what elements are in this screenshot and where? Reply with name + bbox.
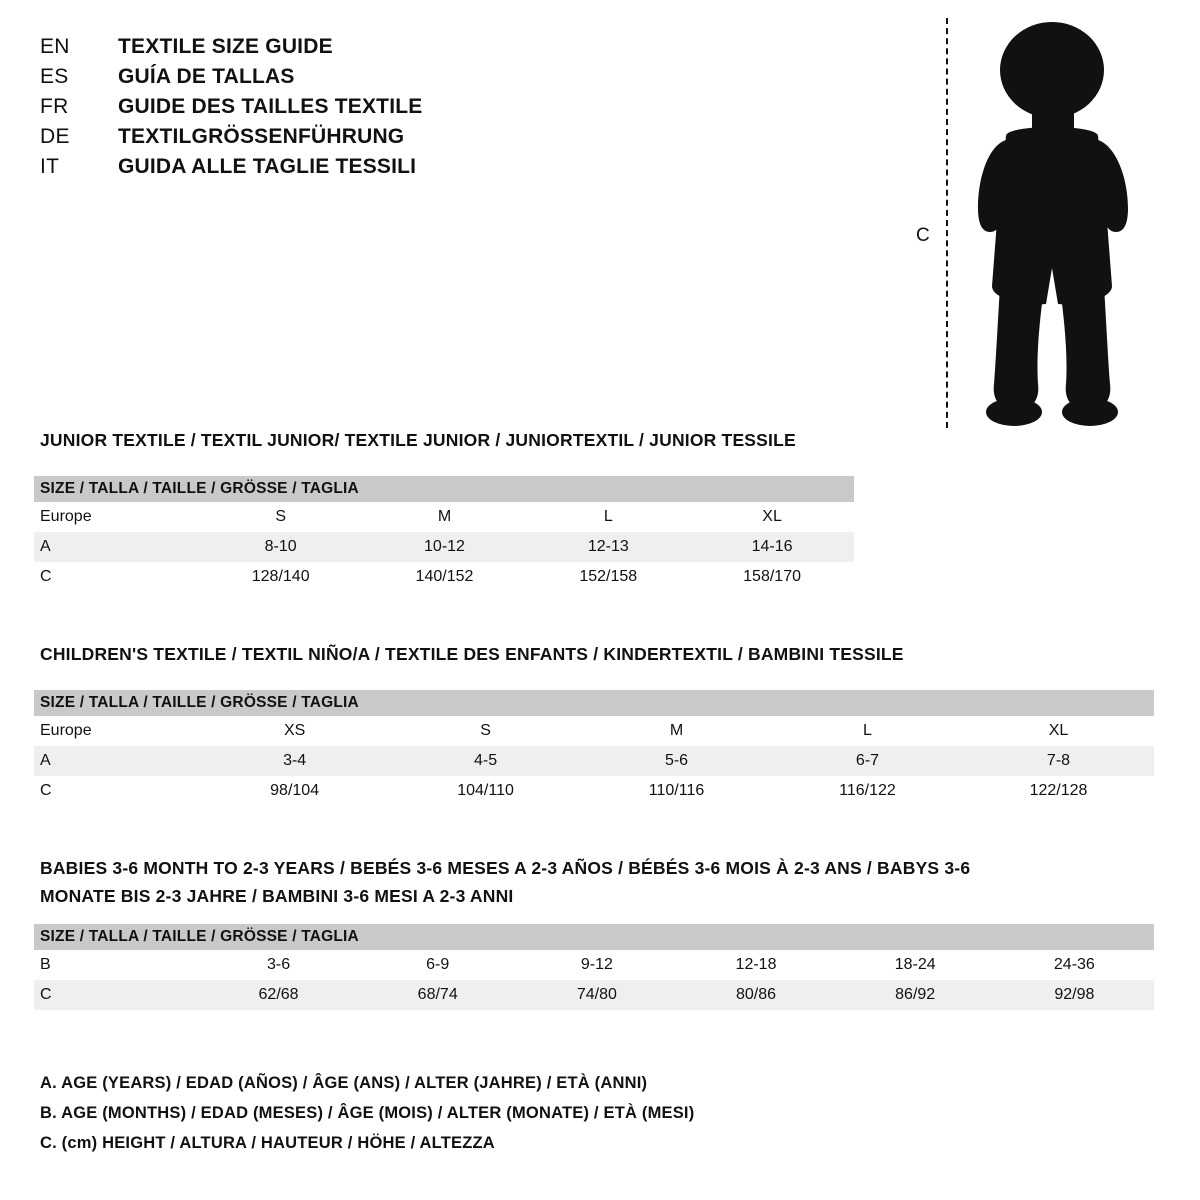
legend-line-c: C. (cm) HEIGHT / ALTURA / HAUTEUR / HÖHE / ALTEZZA (40, 1134, 495, 1152)
table-header-band (34, 476, 854, 502)
table-row (34, 502, 854, 532)
cell-value: 140/152 (363, 562, 527, 592)
cell-value: 74/80 (517, 980, 676, 1010)
cell-value: XS (199, 716, 390, 746)
language-title-block (40, 32, 600, 182)
language-title: GUIDA ALLE TAGLIE TESSILI (118, 155, 417, 178)
cell-value: M (363, 502, 527, 532)
cell-value: 12-18 (676, 950, 835, 980)
language-title: GUÍA DE TALLAS (118, 65, 295, 88)
table-band-label: SIZE / TALLA / TAILLE / GRÖSSE / TAGLIA (34, 476, 854, 502)
table-band-label: SIZE / TALLA / TAILLE / GRÖSSE / TAGLIA (34, 690, 1154, 716)
row-label: Europe (34, 716, 199, 746)
language-code: DE (40, 125, 70, 148)
table-children (34, 690, 1154, 806)
legend-block (40, 1068, 1140, 1158)
cell-value: L (772, 716, 963, 746)
cell-value: 152/158 (526, 562, 690, 592)
legend-line-b: B. AGE (MONTHS) / EDAD (MESES) / ÂGE (MOIS) / ALTER (MONATE) / ETÀ (MESI) (40, 1104, 695, 1122)
cell-value: 6-9 (358, 950, 517, 980)
row-label: C (34, 562, 199, 592)
cell-value: 158/170 (690, 562, 854, 592)
cell-value: 6-7 (772, 746, 963, 776)
language-row (40, 152, 600, 182)
language-row (40, 62, 600, 92)
language-code: EN (40, 35, 70, 58)
row-label: A (34, 532, 199, 562)
language-title: TEXTILE SIZE GUIDE (118, 35, 333, 58)
table-row (34, 716, 1154, 746)
height-figure (900, 10, 1160, 430)
legend-line-a: A. AGE (YEARS) / EDAD (AÑOS) / ÂGE (ANS) / ALTER (JAHRE) / ETÀ (ANNI) (40, 1074, 648, 1092)
cell-value: 128/140 (199, 562, 363, 592)
table-band-label: SIZE / TALLA / TAILLE / GRÖSSE / TAGLIA (34, 924, 1154, 950)
table-babies (34, 924, 1154, 1010)
cell-value: 110/116 (581, 776, 772, 806)
cell-value: S (390, 716, 581, 746)
cell-value: 7-8 (963, 746, 1154, 776)
language-row (40, 92, 600, 122)
table-row (34, 746, 1154, 776)
table-junior (34, 476, 854, 592)
language-code: ES (40, 65, 69, 88)
section-title-babies: BABIES 3-6 MONTH TO 2-3 YEARS / BEBÉS 3-6 MESES A 2-3 AÑOS / BÉBÉS 3-6 MOIS À 2-3 ANS / BABYS 3-6 MONATE BIS 2-3 JAHRE / BAMBINI 3-6 MESI A 2-3 ANNI (40, 858, 971, 906)
language-title: TEXTILGRÖSSENFÜHRUNG (118, 125, 405, 148)
table-header-band (34, 690, 1154, 716)
cell-value: M (581, 716, 772, 746)
language-row (40, 122, 600, 152)
table-row (34, 532, 854, 562)
cell-value: 80/86 (676, 980, 835, 1010)
cell-value: 8-10 (199, 532, 363, 562)
cell-value: 104/110 (390, 776, 581, 806)
table-row (34, 562, 854, 592)
language-code: FR (40, 95, 69, 118)
cell-value: 3-4 (199, 746, 390, 776)
cell-value: XL (690, 502, 854, 532)
table-header-band (34, 924, 1154, 950)
cell-value: 86/92 (836, 980, 995, 1010)
cell-value: 5-6 (581, 746, 772, 776)
cell-value: 4-5 (390, 746, 581, 776)
cell-value: 122/128 (963, 776, 1154, 806)
row-label: C (34, 776, 199, 806)
cell-value: 9-12 (517, 950, 676, 980)
cell-value: 14-16 (690, 532, 854, 562)
cell-value: S (199, 502, 363, 532)
table-row (34, 950, 1154, 980)
cell-value: 98/104 (199, 776, 390, 806)
cell-value: L (526, 502, 690, 532)
cell-value: 12-13 (526, 532, 690, 562)
language-title: GUIDE DES TAILLES TEXTILE (118, 95, 423, 118)
child-silhouette-icon (948, 18, 1158, 426)
section-title-children: CHILDREN'S TEXTILE / TEXTIL NIÑO/A / TEXTILE DES ENFANTS / KINDERTEXTIL / BAMBINI TESSILE (40, 644, 904, 664)
cell-value: 68/74 (358, 980, 517, 1010)
cell-value: 24-36 (995, 950, 1154, 980)
height-measure-label: C (916, 225, 930, 246)
table-row (34, 980, 1154, 1010)
cell-value: 62/68 (199, 980, 358, 1010)
language-row (40, 32, 600, 62)
table-row (34, 776, 1154, 806)
cell-value: 10-12 (363, 532, 527, 562)
row-label: A (34, 746, 199, 776)
section-title-junior: JUNIOR TEXTILE / TEXTIL JUNIOR/ TEXTILE JUNIOR / JUNIORTEXTIL / JUNIOR TESSILE (40, 430, 796, 450)
cell-value: 116/122 (772, 776, 963, 806)
cell-value: 3-6 (199, 950, 358, 980)
row-label: B (34, 950, 199, 980)
cell-value: 18-24 (836, 950, 995, 980)
row-label: C (34, 980, 199, 1010)
row-label: Europe (34, 502, 199, 532)
cell-value: 92/98 (995, 980, 1154, 1010)
cell-value: XL (963, 716, 1154, 746)
language-code: IT (40, 155, 60, 178)
